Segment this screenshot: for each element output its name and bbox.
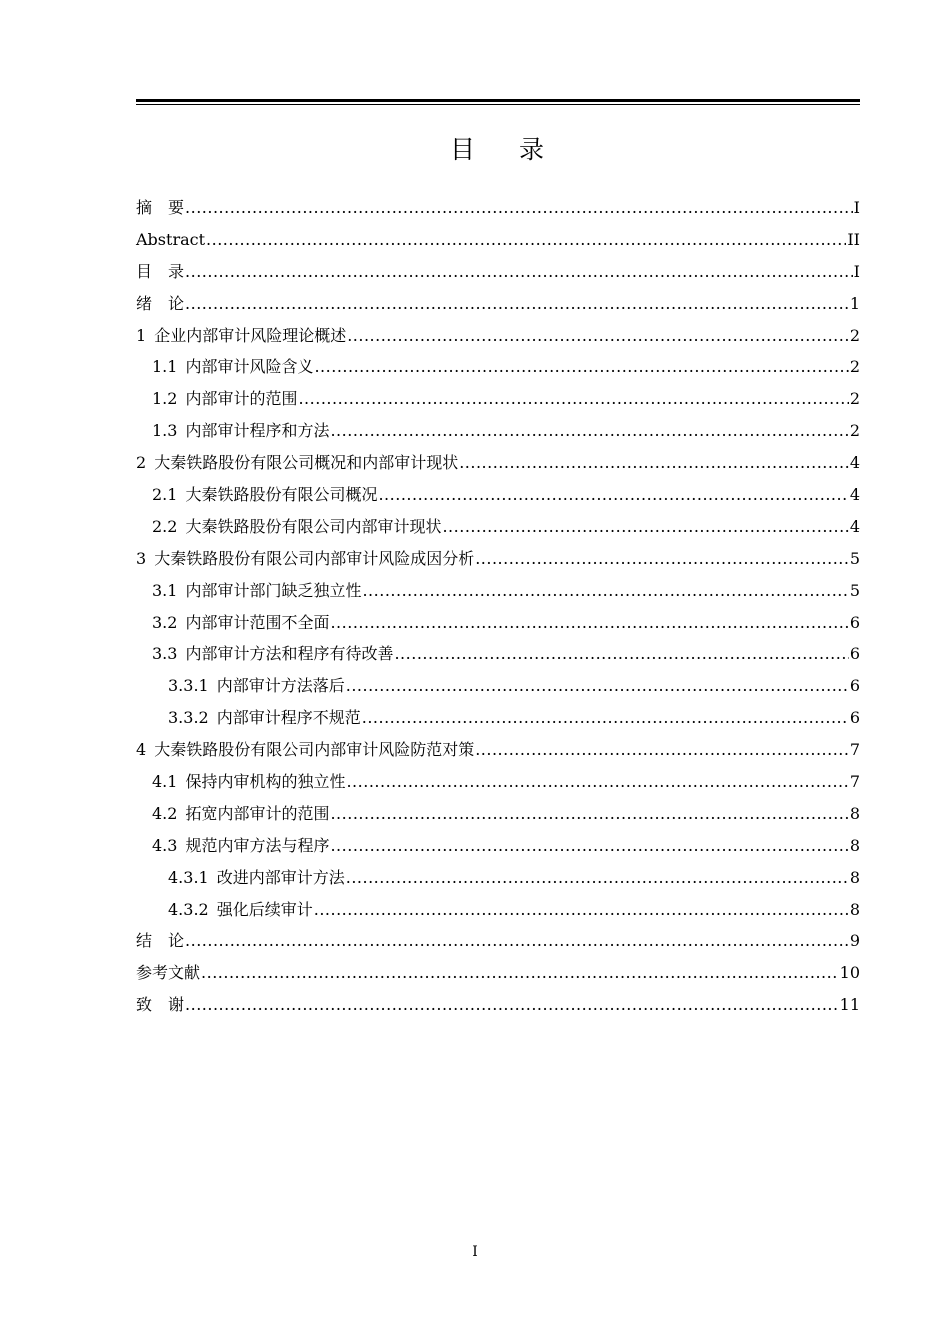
toc-entry-title: 内部审计的范围	[185, 389, 298, 409]
toc-entry-title: 大秦铁路股份有限公司内部审计风险防范对策	[154, 740, 475, 760]
toc-entry[interactable]	[136, 256, 860, 288]
toc-entry-title: 目 录	[136, 261, 185, 281]
toc-entry-number: 2	[136, 453, 147, 473]
toc-leader-dots	[362, 575, 848, 607]
toc-entry[interactable]	[136, 288, 860, 320]
toc-entry-title: 大秦铁路股份有限公司概况和内部审计现状	[154, 453, 459, 473]
toc-entry-title: Abstract	[136, 229, 206, 249]
toc-entry-title: 强化后续审计	[216, 899, 313, 919]
toc-entry[interactable]	[136, 224, 860, 256]
table-of-contents	[136, 192, 860, 1021]
page-title-right: 录	[519, 135, 547, 164]
toc-leader-dots	[201, 957, 839, 989]
toc-entry-page: 10	[839, 963, 860, 983]
toc-entry-title: 企业内部审计风险理论概述	[154, 325, 347, 345]
header-rule-thin	[136, 104, 860, 105]
toc-entry-page: 8	[849, 835, 860, 855]
toc-entry[interactable]	[136, 447, 860, 479]
toc-leader-dots	[475, 734, 849, 766]
toc-entry-title: 大秦铁路股份有限公司概况	[185, 485, 378, 505]
toc-entry-page: 8	[849, 803, 860, 823]
toc-entry[interactable]	[136, 798, 860, 830]
toc-entry-page: 8	[849, 899, 860, 919]
toc-entry-page: 5	[849, 548, 860, 568]
toc-entry-page: 1	[849, 293, 860, 313]
toc-entry[interactable]	[136, 670, 860, 702]
toc-entry-page: 8	[849, 867, 860, 887]
toc-entry-page: 7	[849, 740, 860, 760]
toc-entry[interactable]	[136, 894, 860, 926]
toc-entry[interactable]	[136, 638, 860, 670]
toc-entry-title: 内部审计程序和方法	[185, 421, 330, 441]
toc-entry-page: I	[853, 261, 860, 281]
toc-entry-title: 结 论	[136, 931, 185, 951]
toc-entry-number: 1.1	[152, 357, 178, 377]
toc-entry[interactable]	[136, 415, 860, 447]
toc-entry-page: 4	[849, 516, 860, 536]
toc-entry[interactable]	[136, 351, 860, 383]
toc-entry[interactable]	[136, 862, 860, 894]
toc-entry-title: 大秦铁路股份有限公司内部审计现状	[185, 516, 442, 536]
toc-entry-title: 内部审计方法落后	[216, 676, 345, 696]
toc-leader-dots	[347, 320, 849, 352]
toc-leader-dots	[314, 894, 849, 926]
toc-entry-number: 3.3.2	[168, 708, 209, 728]
toc-entry-page: II	[847, 229, 860, 249]
toc-entry-number: 4.1	[152, 772, 178, 792]
toc-leader-dots	[298, 383, 848, 415]
toc-entry-number: 1	[136, 325, 147, 345]
toc-entry-page: 4	[849, 453, 860, 473]
toc-leader-dots	[330, 798, 848, 830]
toc-entry[interactable]	[136, 830, 860, 862]
toc-entry-title: 参考文献	[136, 963, 201, 983]
toc-entry-title: 大秦铁路股份有限公司内部审计风险成因分析	[154, 548, 475, 568]
toc-leader-dots	[330, 607, 848, 639]
toc-entry[interactable]	[136, 734, 860, 766]
toc-entry-page: 4	[849, 485, 860, 505]
toc-entry-title: 绪 论	[136, 293, 185, 313]
toc-entry-title: 改进内部审计方法	[216, 867, 345, 887]
toc-leader-dots	[459, 447, 849, 479]
toc-entry[interactable]	[136, 989, 860, 1021]
toc-entry-title: 内部审计风险含义	[185, 357, 314, 377]
toc-leader-dots	[330, 830, 848, 862]
toc-entry[interactable]	[136, 607, 860, 639]
toc-entry[interactable]	[136, 702, 860, 734]
toc-entry-title: 规范内审方法与程序	[185, 835, 330, 855]
toc-entry-page: 6	[849, 676, 860, 696]
toc-entry-title: 内部审计方法和程序有待改善	[185, 644, 394, 664]
toc-entry-title: 保持内审机构的独立性	[185, 772, 346, 792]
toc-entry-page: 2	[849, 357, 860, 377]
toc-entry-number: 1.3	[152, 421, 178, 441]
toc-leader-dots	[394, 638, 848, 670]
toc-leader-dots	[206, 224, 846, 256]
toc-entry-page: 11	[839, 995, 860, 1015]
toc-leader-dots	[185, 925, 849, 957]
page-title	[136, 130, 860, 166]
toc-entry[interactable]	[136, 575, 860, 607]
toc-leader-dots	[185, 256, 853, 288]
toc-leader-dots	[475, 543, 849, 575]
toc-leader-dots	[346, 670, 849, 702]
toc-entry[interactable]	[136, 925, 860, 957]
toc-entry-number: 4	[136, 740, 147, 760]
toc-entry-number: 3	[136, 548, 147, 568]
toc-leader-dots	[185, 288, 849, 320]
toc-leader-dots	[362, 702, 849, 734]
toc-entry-number: 3.2	[152, 612, 178, 632]
toc-entry-title: 摘 要	[136, 198, 185, 217]
toc-leader-dots	[346, 862, 849, 894]
toc-entry[interactable]	[136, 543, 860, 575]
toc-entry-title: 内部审计程序不规范	[216, 708, 361, 728]
toc-entry-page: 6	[849, 708, 860, 728]
toc-entry-number: 4.2	[152, 803, 178, 823]
toc-entry-page: 2	[849, 325, 860, 345]
toc-entry[interactable]	[136, 511, 860, 543]
toc-leader-dots	[330, 415, 848, 447]
toc-leader-dots	[314, 351, 848, 383]
toc-entry-title: 内部审计范围不全面	[185, 612, 330, 632]
toc-entry-page: I	[853, 198, 860, 217]
toc-entry[interactable]	[136, 766, 860, 798]
toc-entry[interactable]	[136, 320, 860, 352]
toc-entry[interactable]	[136, 192, 860, 224]
toc-entry-number: 4.3	[152, 835, 178, 855]
toc-entry-number: 3.3.1	[168, 676, 209, 696]
toc-entry-page: 5	[849, 580, 860, 600]
toc-entry[interactable]	[136, 479, 860, 511]
toc-entry[interactable]	[136, 957, 860, 989]
toc-entry-page: 6	[849, 612, 860, 632]
toc-entry-number: 2.1	[152, 485, 178, 505]
toc-entry-number: 2.2	[152, 516, 178, 536]
toc-leader-dots	[346, 766, 848, 798]
toc-entry-number: 3.3	[152, 644, 178, 664]
toc-entry-title: 拓宽内部审计的范围	[185, 803, 330, 823]
toc-entry-page: 7	[849, 772, 860, 792]
page-number: I	[472, 1244, 478, 1260]
header-rule-thick	[136, 99, 860, 102]
toc-entry-page: 2	[849, 389, 860, 409]
toc-entry-page: 9	[849, 931, 860, 951]
toc-entry-number: 1.2	[152, 389, 178, 409]
toc-entry-title: 内部审计部门缺乏独立性	[185, 580, 362, 600]
toc-entry-number: 3.1	[152, 580, 178, 600]
toc-leader-dots	[378, 479, 848, 511]
toc-leader-dots	[185, 192, 853, 224]
toc-entry[interactable]	[136, 383, 860, 415]
toc-leader-dots	[442, 511, 848, 543]
page-title-left: 目	[449, 135, 477, 164]
toc-leader-dots	[185, 989, 839, 1021]
toc-entry-page: 2	[849, 421, 860, 441]
toc-entry-title: 致 谢	[136, 995, 185, 1015]
toc-entry-page: 6	[849, 644, 860, 664]
toc-entry-number: 4.3.2	[168, 899, 209, 919]
toc-entry-number: 4.3.1	[168, 867, 209, 887]
